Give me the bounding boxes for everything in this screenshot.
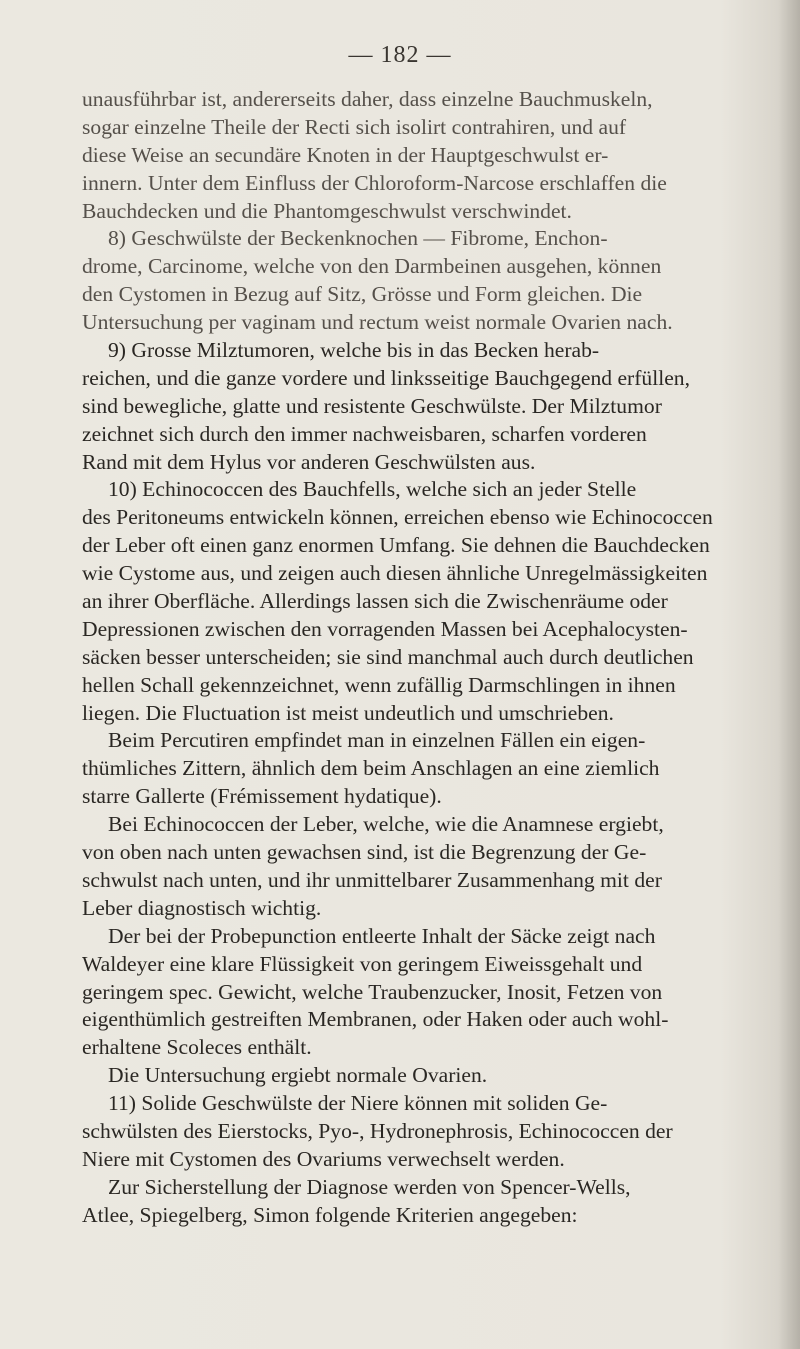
text-line: Zur Sicherstellung der Diagnose werden von Spencer-Wells, [108, 1174, 631, 1199]
text-line: geringem spec. Gewicht, welche Traubenzucker, Inosit, Fetzen von [82, 979, 663, 1004]
text-line: des Peritoneums entwickeln können, erreichen ebenso wie Echinococcen [82, 505, 713, 530]
text-line: hellen Schall gekennzeichnet, wenn zufällig Darmschlingen in ihnen [82, 672, 676, 697]
text-line: zeichnet sich durch den immer nachweisbaren, scharfen vorderen [82, 421, 647, 446]
body-text [82, 86, 792, 1230]
text-line: Bei Echinococcen der Leber, welche, wie die Anamnese ergiebt, [108, 812, 664, 837]
text-line: 11) Solide Geschwülste der Niere können mit soliden Ge- [108, 1091, 608, 1116]
text-line: sind bewegliche, glatte und resistente Geschwülste. Der Milztumor [82, 393, 662, 418]
text-line: Leber diagnostisch wichtig. [82, 895, 322, 920]
text-line: sogar einzelne Theile der Recti sich isolirt contrahiren, und auf [82, 114, 627, 139]
text-line: Beim Percutiren empfindet man in einzelnen Fällen ein eigen- [108, 728, 646, 753]
page-number: — 182 — [348, 42, 452, 68]
text-line: Atlee, Spiegelberg, Simon folgende Kriterien angegeben: [82, 1202, 578, 1227]
text-line: thümliches Zittern, ähnlich dem beim Anschlagen an eine ziemlich [82, 756, 660, 781]
text-line: liegen. Die Fluctuation ist meist undeutlich und umschrieben. [82, 700, 614, 725]
text-line: erhaltene Scoleces enthält. [82, 1035, 312, 1060]
text-line: Rand mit dem Hylus vor anderen Geschwülsten aus. [82, 449, 536, 474]
text-line: 8) Geschwülste der Beckenknochen — Fibrome, Enchon- [108, 226, 608, 251]
text-line: eigenthümlich gestreiften Membranen, oder Haken oder auch wohl- [82, 1007, 669, 1032]
text-line: 10) Echinococcen des Bauchfells, welche sich an jeder Stelle [108, 477, 637, 502]
text-line: säcken besser unterscheiden; sie sind manchmal auch durch deutlichen [82, 644, 694, 669]
text-line: Der bei der Probepunction entleerte Inhalt der Säcke zeigt nach [108, 923, 656, 948]
text-line: diese Weise an secundäre Knoten in der Hauptgeschwulst er- [82, 142, 609, 167]
text-line: Bauchdecken und die Phantomgeschwulst verschwindet. [82, 198, 572, 223]
text-line: innern. Unter dem Einfluss der Chloroform-Narcose erschlaffen die [82, 170, 667, 195]
text-line: starre Gallerte (Frémissement hydatique). [82, 784, 442, 809]
text-line: schwulst nach unten, und ihr unmittelbarer Zusammenhang mit der [82, 867, 662, 892]
text-line: an ihrer Oberfläche. Allerdings lassen sich die Zwischenräume oder [82, 589, 668, 614]
text-line: Depressionen zwischen den vorragenden Massen bei Acephalocysten- [82, 616, 688, 641]
text-line: reichen, und die ganze vordere und linksseitige Bauchgegend erfüllen, [82, 365, 690, 390]
text-line: schwülsten des Eierstocks, Pyo-, Hydronephrosis, Echinococcen der [82, 1118, 673, 1143]
text-line: Die Untersuchung ergiebt normale Ovarien. [108, 1063, 488, 1088]
text-line: Untersuchung per vaginam und rectum weist normale Ovarien nach. [82, 310, 673, 335]
text-line: 9) Grosse Milztumoren, welche bis in das Becken herab- [108, 338, 600, 363]
text-line: drome, Carcinome, welche von den Darmbeinen ausgehen, können [82, 254, 662, 279]
text-line: Waldeyer eine klare Flüssigkeit von geringem Eiweissgehalt und [82, 951, 643, 976]
text-line: Niere mit Cystomen des Ovariums verwechselt werden. [82, 1146, 565, 1171]
text-line: der Leber oft einen ganz enormen Umfang. Sie dehnen die Bauchdecken [82, 533, 710, 558]
text-line: von oben nach unten gewachsen sind, ist die Begrenzung der Ge- [82, 840, 647, 865]
text-line: wie Cystome aus, und zeigen auch diesen ähnliche Unregelmässigkeiten [82, 561, 708, 586]
text-line: unausführbar ist, andererseits daher, dass einzelne Bauchmuskeln, [82, 87, 653, 111]
text-line: den Cystomen in Bezug auf Sitz, Grösse und Form gleichen. Die [82, 282, 643, 307]
